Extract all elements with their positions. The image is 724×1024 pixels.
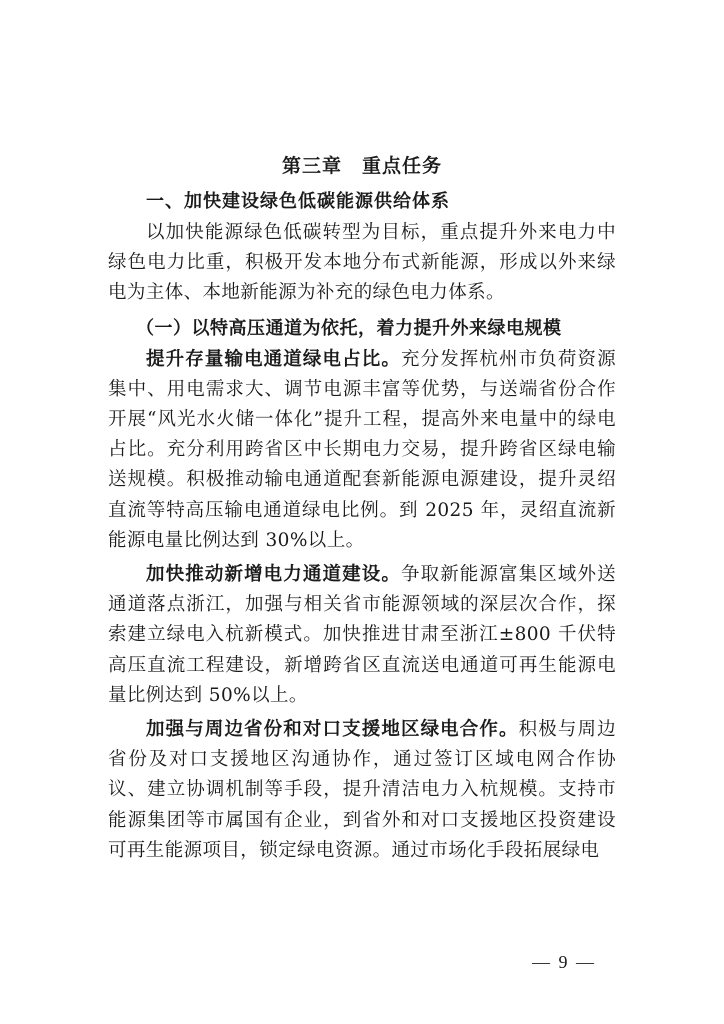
paragraph-stock-channels — [108, 345, 616, 556]
document-page — [108, 150, 616, 870]
page-number: — 9 — — [532, 952, 596, 972]
section-title: 一、加快建设绿色低碳能源供给体系 — [146, 191, 450, 212]
subsection-title: （一）以特高压通道为依托，着力提升外来绿电规模 — [136, 317, 562, 339]
intro-paragraph: 以加快能源绿色低碳转型为目标，重点提升外来电力中绿色电力比重，积极开发本地分布式新能源，形成以外来绿电为主体、本地新能源为补充的绿色电力体系。 — [108, 222, 616, 304]
paragraph-lead: 加强与周边省份和对口支援地区绿电合作。 — [146, 719, 519, 741]
paragraph-lead: 提升存量输电通道绿电占比。 — [146, 348, 401, 370]
paragraph-new-channels — [108, 560, 616, 711]
paragraph-body: 积极与周边省份及对口支援地区沟通协作，通过签订区域电网合作协议、建立协调机制等手段，提升清洁电力入杭规模。支持市能源集团等市属国有企业，到省外和对口支援地区投资建设可再生能源项目，锁定绿电资源。通过市场化手段拓展绿电 — [108, 719, 616, 861]
paragraph-body: 争取新能源富集区域外送通道落点浙江，加强与相关省市能源领域的深层次合作，探索建立绿电入杭新模式。加快推进甘肃至浙江±800 千伏特高压直流工程建设，新增跨省区直流送电通道可再生能源电量比例达到 50%以上。 — [108, 564, 616, 706]
paragraph-body: 充分发挥杭州市负荷资源集中、用电需求大、调节电源丰富等优势，与送端省份合作开展“风光水火储一体化”提升工程，提高外来电量中的绿电占比。充分利用跨省区中长期电力交易，提升跨省区绿电输送规模。积极推动输电通道配套新能源电源建设，提升灵绍直流等特高压输电通道绿电比例。到 2025 年，灵绍直流新能源电量比例达到 30%以上。 — [108, 348, 616, 551]
paragraph-regional-cooperation — [108, 715, 616, 866]
chapter-title: 第三章 重点任务 — [281, 155, 442, 177]
paragraph-lead: 加快推动新增电力通道建设。 — [146, 564, 401, 586]
